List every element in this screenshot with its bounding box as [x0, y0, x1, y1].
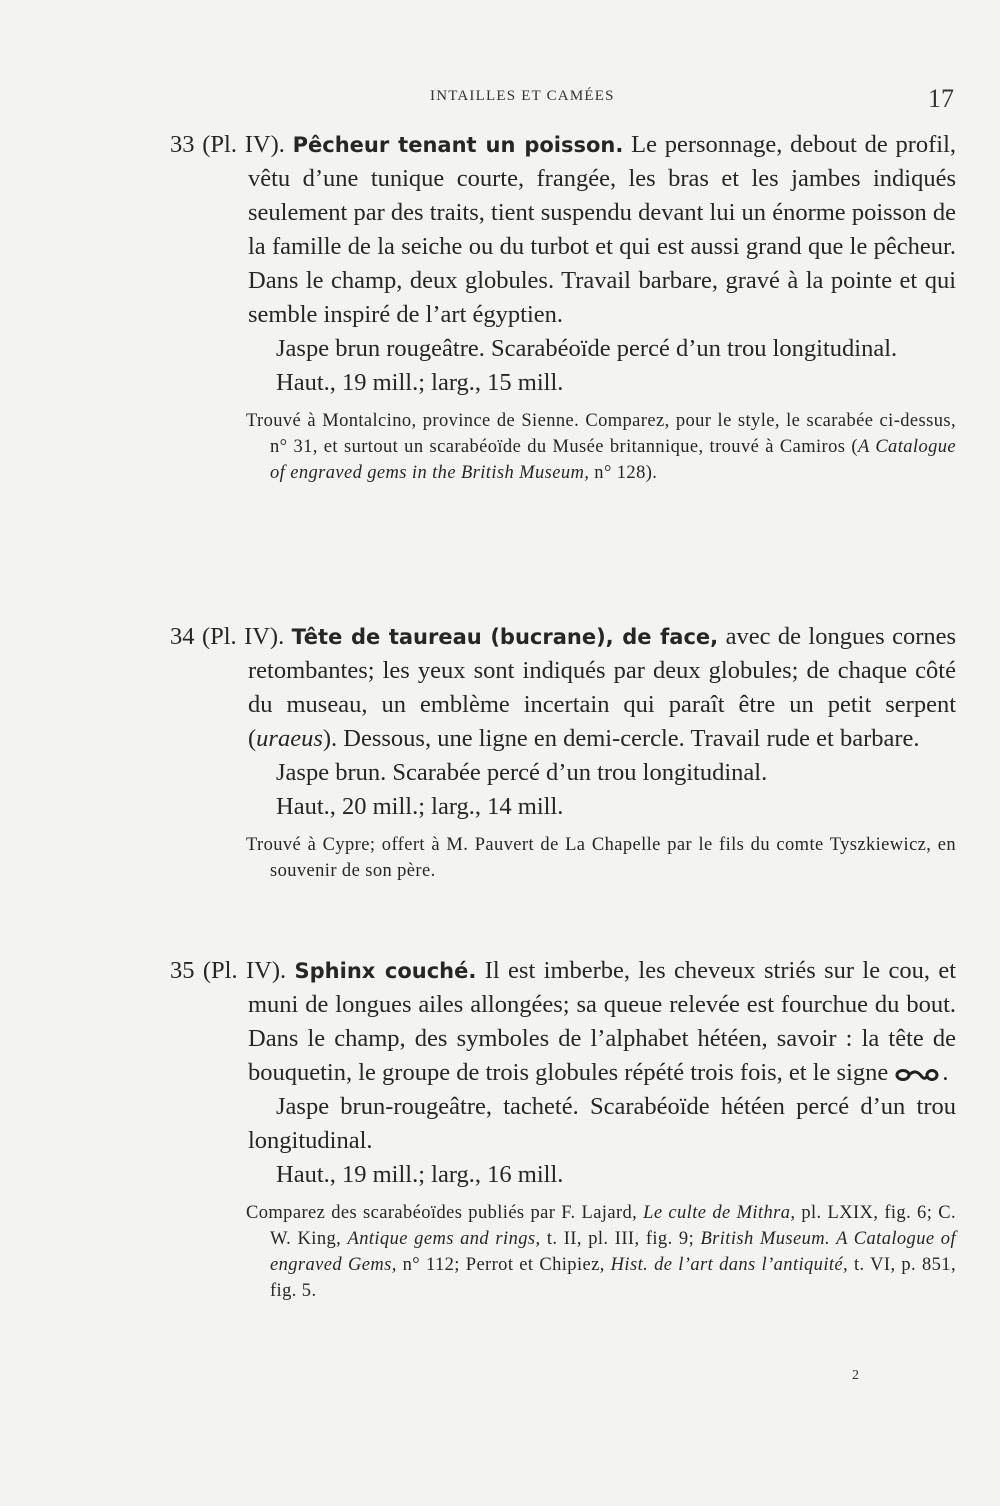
entry-dimensions: Haut., 19 mill.; larg., 15 mill. — [276, 369, 564, 396]
note-text: t. VI, p. 851, fig. 5. — [270, 1255, 956, 1301]
plate-reference: (Pl. IV). — [201, 623, 285, 650]
note-text: n° 128). — [589, 463, 658, 483]
entry-description-text: avec de longues cornes retombantes; les yeux sont indiqués par deux globules; de chaque côté du museau, un emblème incertain qui paraît être un petit serpent ( — [248, 623, 957, 752]
note-citation: Antique gems and rings, — [347, 1229, 541, 1249]
entry-description — [170, 954, 956, 1090]
entry-description — [170, 128, 956, 332]
entry-description-text: Le personnage, debout de profil, vêtu d’une tunique courte, frangée, les bras et les jambes indiqués seulement par des traits, tient suspendu devant lui un énorme poisson de la famille de la seiche ou du turbot et qui est aussi grand que le pêcheur. Dans le champ, deux globules. Travail barbare, gravé à la pointe et qui semble inspiré de l’art égyptien. — [248, 131, 957, 328]
entry-title: Pêcheur tenant un poisson. — [292, 133, 624, 157]
plate-reference: (Pl. IV). — [202, 131, 285, 158]
page-number: 17 — [928, 84, 954, 113]
note-citation: Hist. de l’art dans l’antiquité, — [610, 1255, 849, 1275]
signature-mark: 2 — [852, 1368, 859, 1383]
note-text: Trouvé à Montalcino, province de Sienne. Comparez, pour le style, le scarabée ci-dessus, n° 31, et surtout un scarabéoïde du Musée britannique, trouvé à Camiros ( — [246, 411, 956, 457]
running-head — [0, 86, 1000, 116]
note-text: n° 112; Perrot et Chipiez, — [396, 1255, 611, 1275]
entry-note — [170, 408, 956, 486]
catalogue-entry-34 — [170, 620, 956, 884]
entry-material: Jaspe brun-rougeâtre, tacheté. Scarabéoïde hétéen percé d’un trou longitudinal. — [248, 1093, 956, 1154]
entry-number: 35 — [170, 957, 195, 984]
entry-material: Jaspe brun. Scarabée percé d’un trou longitudinal. — [276, 759, 768, 786]
entry-description-italic: uraeus — [256, 725, 323, 752]
entry-material: Jaspe brun rougeâtre. Scarabéoïde percé d’un trou longitudinal. — [276, 335, 898, 362]
note-text: Comparez des scarabéoïdes publiés par F. Lajard, — [246, 1203, 644, 1223]
entry-dimensions: Haut., 20 mill.; larg., 14 mill. — [276, 793, 564, 820]
note-citation: British Museum. A Catalogue of engraved Gems, — [270, 1229, 956, 1275]
catalogue-entry-33 — [170, 128, 956, 486]
entry-description-text: ). Dessous, une ligne en demi-cercle. Travail rude et barbare. — [322, 725, 920, 752]
entry-description-text: Il est imberbe, les cheveux striés sur le cou, et muni de longues ailes allongées; sa queue relevée est fourchue du bout. Dans le champ, des symboles de l’alphabet hétéen, savoir : la tête de bouquetin, le groupe de trois globules répété trois fois, et le signe — [248, 957, 957, 1086]
catalogue-entry-35 — [170, 954, 956, 1304]
entry-number: 33 — [170, 131, 195, 158]
entry-number: 34 — [170, 623, 195, 650]
entry-note — [170, 1200, 956, 1304]
entry-description-text: . — [942, 1059, 949, 1086]
entry-description — [170, 620, 956, 756]
entry-title: Sphinx couché. — [294, 959, 477, 983]
running-title: INTAILLES ET CAMÉES — [430, 88, 615, 104]
note-text: t. II, pl. III, fig. 9; — [540, 1229, 701, 1249]
entry-title: Tête de taureau (bucrane), de face, — [291, 625, 719, 649]
note-text: pl. LXIX, fig. 6; C. W. King, — [270, 1203, 956, 1249]
note-citation: A Catalogue of engraved gems in the British Museum, — [270, 437, 956, 483]
entry-note: Trouvé à Cypre; offert à M. Pauvert de La Chapelle par le fils du comte Tyszkiewicz, en souvenir de son père. — [246, 835, 956, 881]
hittite-sign-glyph — [894, 1064, 942, 1084]
entry-dimensions: Haut., 19 mill.; larg., 16 mill. — [276, 1161, 564, 1188]
plate-reference: (Pl. IV). — [202, 957, 287, 984]
note-citation: Le culte de Mithra, — [643, 1203, 796, 1223]
